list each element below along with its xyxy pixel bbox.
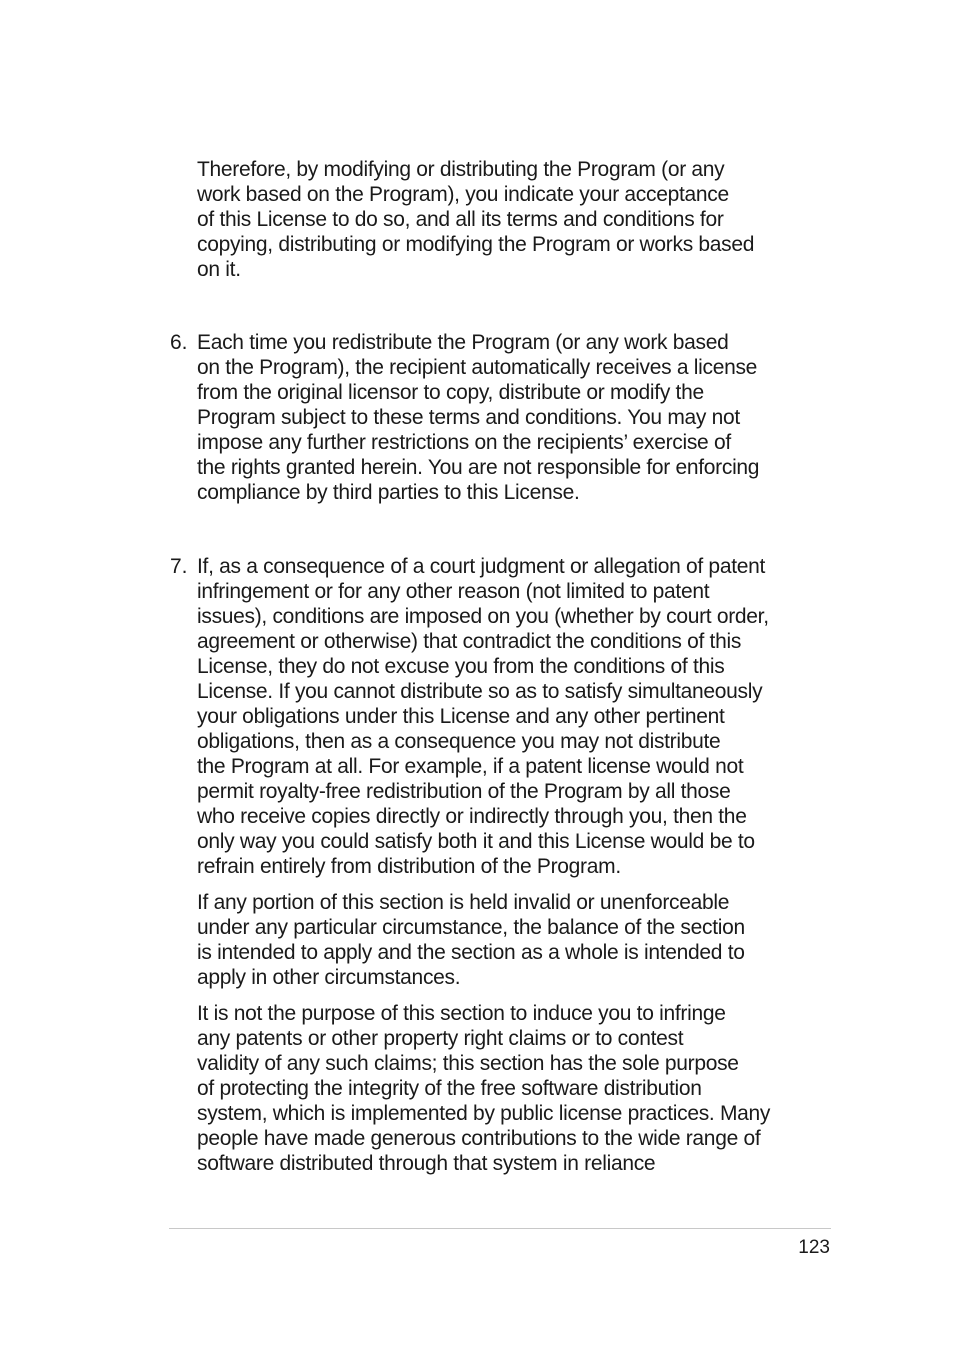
text-line: from the original licensor to copy, distribute or modify the: [197, 381, 704, 404]
text-line: apply in other circumstances.: [197, 966, 461, 989]
text-line: any patents or other property right claims or to contest: [197, 1027, 684, 1050]
paragraph-intro: [197, 157, 797, 282]
text-line: system, which is implemented by public license practices. Many: [197, 1102, 771, 1125]
text-line: work based on the Program), you indicate your acceptance: [197, 183, 729, 206]
text-line: If, as a consequence of a court judgment or allegation of patent: [197, 555, 766, 578]
text-line: refrain entirely from distribution of the Program.: [197, 855, 621, 878]
item-7-paragraph-2: [197, 890, 797, 990]
text-line: infringement or for any other reason (not limited to patent: [197, 580, 710, 603]
text-line: compliance by third parties to this License.: [197, 481, 580, 504]
item-6-text: [197, 330, 797, 505]
text-line: Each time you redistribute the Program (or any work based: [197, 331, 729, 354]
footer-divider: [169, 1228, 831, 1229]
text-line: agreement or otherwise) that contradict the conditions of this: [197, 630, 742, 653]
text-line: on it.: [197, 258, 241, 281]
text-line: Program subject to these terms and conditions. You may not: [197, 406, 740, 429]
item-7-paragraph-3: [197, 1001, 797, 1176]
text-line: the rights granted herein. You are not responsible for enforcing: [197, 456, 760, 479]
text-line: your obligations under this License and any other pertinent: [197, 705, 725, 728]
item-6-number: 6.: [170, 331, 188, 354]
text-line: is intended to apply and the section as a whole is intended to: [197, 941, 745, 964]
text-line: software distributed through that system in reliance: [197, 1152, 656, 1175]
text-line: who receive copies directly or indirectly through you, then the: [197, 805, 747, 828]
item-7-number: 7.: [170, 555, 188, 578]
text-line: the Program at all. For example, if a patent license would not: [197, 755, 744, 778]
text-line: only way you could satisfy both it and this License would be to: [197, 830, 755, 853]
text-line: on the Program), the recipient automatically receives a license: [197, 356, 758, 379]
text-line: copying, distributing or modifying the Program or works based: [197, 233, 755, 256]
text-line: permit royalty-free redistribution of the Program by all those: [197, 780, 731, 803]
text-line: validity of any such claims; this section has the sole purpose: [197, 1052, 739, 1075]
text-line: of protecting the integrity of the free software distribution: [197, 1077, 702, 1100]
text-line: obligations, then as a consequence you may not distribute: [197, 730, 721, 753]
text-line: impose any further restrictions on the recipients’ exercise of: [197, 431, 731, 454]
text-line: License. If you cannot distribute so as to satisfy simultaneously: [197, 680, 763, 703]
text-line: under any particular circumstance, the balance of the section: [197, 916, 745, 939]
text-line: issues), conditions are imposed on you (whether by court order,: [197, 605, 769, 628]
text-line: License, they do not excuse you from the conditions of this: [197, 655, 725, 678]
text-line: of this License to do so, and all its terms and conditions for: [197, 208, 724, 231]
page-number: 123: [798, 1237, 830, 1258]
item-7-text: [197, 554, 797, 879]
text-line: people have made generous contributions to the wide range of: [197, 1127, 761, 1150]
text-line: It is not the purpose of this section to induce you to infringe: [197, 1002, 726, 1025]
text-line: Therefore, by modifying or distributing the Program (or any: [197, 158, 725, 181]
text-line: If any portion of this section is held invalid or unenforceable: [197, 891, 730, 914]
